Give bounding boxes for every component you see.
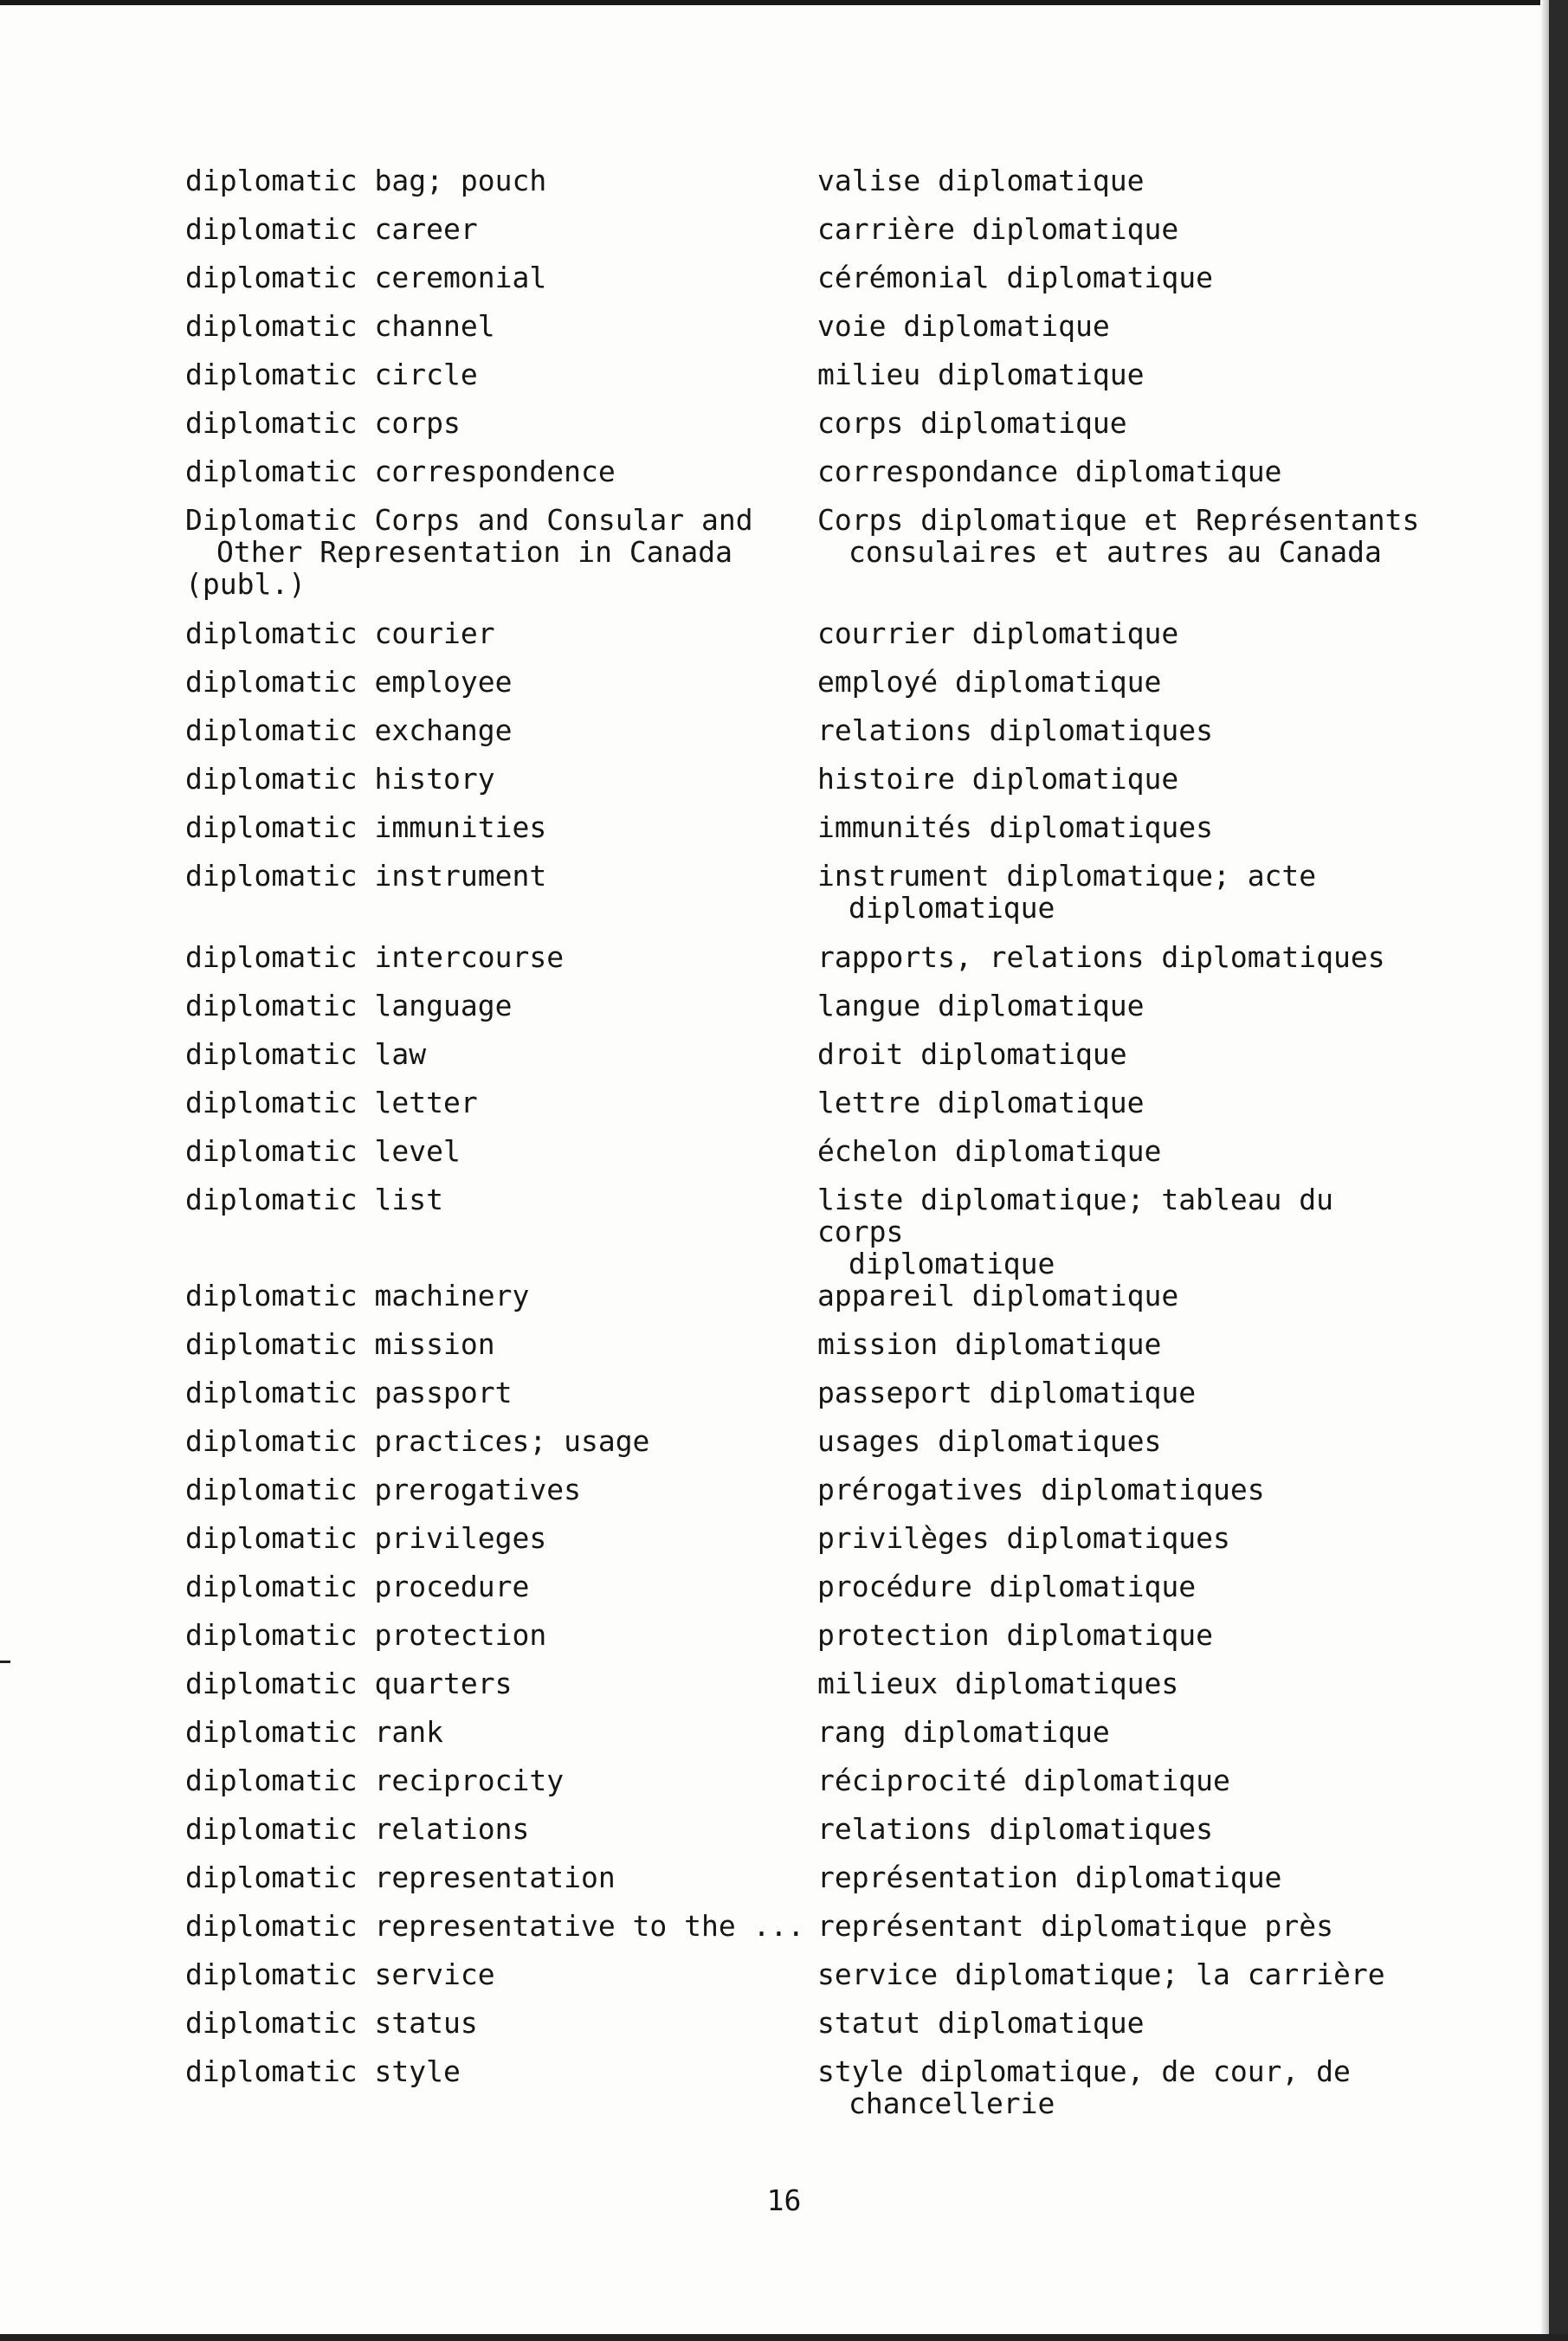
english-term	[185, 763, 817, 795]
french-translation-text: relations diplomatiques	[817, 713, 1213, 747]
english-term-text: diplomatic instrument	[185, 859, 547, 893]
french-translation-text: voie diplomatique	[817, 309, 1110, 343]
right-scan-edge	[1549, 0, 1568, 2341]
page-number: 16	[766, 2183, 802, 2217]
french-translation	[817, 310, 1423, 342]
french-translation	[817, 1764, 1423, 1796]
glossary-entry	[185, 1861, 1423, 1910]
french-translation-continuation: diplomatique	[849, 891, 1055, 925]
english-term-text: diplomatic immunities	[185, 810, 547, 844]
glossary-entry	[185, 990, 1423, 1038]
french-translation-text: réciprocité diplomatique	[817, 1764, 1230, 1797]
french-translation-text: valise diplomatique	[817, 164, 1145, 197]
french-translation	[817, 164, 1423, 197]
glossary-entry	[185, 1183, 1423, 1280]
french-translation	[817, 1038, 1423, 1070]
english-term-text: diplomatic procedure	[185, 1570, 530, 1603]
english-term	[185, 1183, 817, 1216]
english-term	[185, 358, 817, 390]
glossary-entry	[185, 1764, 1423, 1813]
english-term	[185, 2055, 817, 2087]
glossary-entry	[185, 1135, 1423, 1183]
english-term-text: diplomatic letter	[185, 1086, 478, 1119]
english-term-text: diplomatic level	[185, 1134, 461, 1168]
glossary-entry	[185, 763, 1423, 811]
english-term-continuation: Other Representation in Canada	[216, 535, 733, 569]
glossary-entry	[185, 504, 1423, 617]
english-term	[185, 407, 817, 439]
english-term	[185, 164, 817, 197]
english-term-text: diplomatic relations	[185, 1812, 530, 1846]
english-term	[185, 1958, 817, 1990]
english-term	[185, 1425, 817, 1457]
english-term	[185, 1667, 817, 1699]
french-translation-text: protection diplomatique	[817, 1618, 1213, 1652]
english-term-note: (publ.)	[185, 567, 307, 601]
french-translation-text: service diplomatique; la carrière	[817, 1957, 1385, 1991]
french-translation	[817, 714, 1423, 746]
french-translation-text: corps diplomatique	[817, 406, 1127, 440]
glossary-entry	[185, 1474, 1423, 1522]
french-translation-continuation: diplomatique	[849, 1247, 1055, 1280]
french-translation	[817, 1280, 1423, 1312]
glossary-entry	[185, 1522, 1423, 1570]
english-term-text: diplomatic language	[185, 989, 513, 1022]
french-translation-text: carrière diplomatique	[817, 212, 1179, 246]
french-translation-text: représentant diplomatique près	[817, 1909, 1334, 1943]
english-term-text: diplomatic reciprocity	[185, 1764, 565, 1797]
french-translation-text: cérémonial diplomatique	[817, 261, 1213, 294]
glossary-entry	[185, 310, 1423, 358]
english-term	[185, 811, 817, 843]
french-translation	[817, 990, 1423, 1022]
english-term	[185, 1619, 817, 1651]
glossary-entry	[185, 714, 1423, 763]
glossary-entry	[185, 1958, 1423, 2007]
french-translation	[817, 1328, 1423, 1360]
english-term	[185, 213, 817, 245]
french-translation-text: mission diplomatique	[817, 1327, 1162, 1361]
english-term	[185, 310, 817, 342]
french-translation-text: privilèges diplomatiques	[817, 1521, 1230, 1555]
french-translation-text: statut diplomatique	[817, 2006, 1145, 2040]
english-term-text: diplomatic circle	[185, 358, 478, 391]
french-translation	[817, 504, 1423, 568]
french-translation-text: passeport diplomatique	[817, 1376, 1197, 1409]
english-term-text: diplomatic status	[185, 2006, 478, 2040]
glossary-entry	[185, 617, 1423, 666]
french-translation	[817, 2055, 1423, 2119]
glossary-entry	[185, 1377, 1423, 1425]
french-translation-text: échelon diplomatique	[817, 1134, 1162, 1168]
glossary-entry	[185, 941, 1423, 990]
french-translation-text: courrier diplomatique	[817, 616, 1179, 650]
glossary-entry	[185, 164, 1423, 213]
english-term-text: diplomatic law	[185, 1037, 427, 1071]
french-translation-text: rang diplomatique	[817, 1715, 1110, 1749]
glossary-entry	[185, 407, 1423, 455]
french-translation-text: instrument diplomatique; acte	[817, 859, 1317, 893]
english-term-text: diplomatic style	[185, 2054, 461, 2088]
english-term-text: diplomatic ceremonial	[185, 261, 547, 294]
french-translation	[817, 1861, 1423, 1893]
french-translation	[817, 811, 1423, 843]
english-term-text: diplomatic representative to the ...	[185, 1909, 805, 1943]
english-term-text: diplomatic courier	[185, 616, 495, 650]
french-translation	[817, 860, 1423, 924]
french-translation-text: représentation diplomatique	[817, 1861, 1282, 1894]
top-scan-border	[0, 0, 1568, 5]
french-translation	[817, 941, 1423, 973]
english-term	[185, 1328, 817, 1360]
english-term	[185, 261, 817, 293]
french-translation-text: Corps diplomatique et Représentants	[817, 503, 1420, 537]
french-translation-text: lettre diplomatique	[817, 1086, 1145, 1119]
english-term-text: diplomatic privileges	[185, 1521, 547, 1555]
bottom-scan-border	[0, 2334, 1568, 2341]
french-translation	[817, 1813, 1423, 1845]
glossary-entry	[185, 1716, 1423, 1764]
french-translation	[817, 261, 1423, 293]
french-translation	[817, 617, 1423, 649]
french-translation	[817, 1522, 1423, 1554]
glossary-entry	[185, 1570, 1423, 1619]
english-term-text: diplomatic intercourse	[185, 940, 565, 974]
english-term	[185, 1861, 817, 1893]
english-term-text: diplomatic machinery	[185, 1279, 530, 1312]
french-translation	[817, 1377, 1423, 1409]
french-translation-text: style diplomatique, de cour, de	[817, 2054, 1351, 2088]
french-translation	[817, 1425, 1423, 1457]
french-translation	[817, 1910, 1423, 1942]
glossary-entry	[185, 860, 1423, 941]
glossary-entry	[185, 261, 1423, 310]
glossary-list	[185, 164, 1423, 2137]
english-term-text: diplomatic mission	[185, 1327, 495, 1361]
french-translation-text: relations diplomatiques	[817, 1812, 1213, 1846]
english-term-text: diplomatic bag; pouch	[185, 164, 547, 197]
glossary-entry	[185, 455, 1423, 504]
french-translation	[817, 407, 1423, 439]
english-term-text: diplomatic career	[185, 212, 478, 246]
english-term	[185, 455, 817, 487]
english-term-text: diplomatic passport	[185, 1376, 513, 1409]
english-term-text: diplomatic employee	[185, 665, 513, 699]
english-term	[185, 990, 817, 1022]
english-term	[185, 504, 817, 600]
french-translation	[817, 213, 1423, 245]
french-translation-text: correspondance diplomatique	[817, 455, 1282, 488]
french-translation-text: immunités diplomatiques	[817, 810, 1213, 844]
english-term	[185, 1910, 817, 1942]
french-translation-text: droit diplomatique	[817, 1037, 1127, 1071]
glossary-entry	[185, 2055, 1423, 2137]
glossary-entry	[185, 1280, 1423, 1328]
french-translation	[817, 1570, 1423, 1603]
english-term	[185, 2007, 817, 2039]
glossary-entry	[185, 1910, 1423, 1958]
french-translation	[817, 1667, 1423, 1699]
glossary-entry	[185, 1328, 1423, 1377]
french-translation-text: liste diplomatique; tableau du corps	[817, 1183, 1351, 1248]
french-translation-text: employé diplomatique	[817, 665, 1162, 699]
english-term	[185, 1038, 817, 1070]
english-term	[185, 1135, 817, 1167]
french-translation-continuation: chancellerie	[849, 2086, 1055, 2120]
english-term	[185, 1522, 817, 1554]
english-term-text: diplomatic prerogatives	[185, 1473, 581, 1506]
glossary-entry	[185, 811, 1423, 860]
french-translation	[817, 666, 1423, 698]
french-translation	[817, 1135, 1423, 1167]
french-translation-text: appareil diplomatique	[817, 1279, 1179, 1312]
english-term-text: Diplomatic Corps and Consular and	[185, 503, 753, 537]
english-term-text: diplomatic representation	[185, 1861, 616, 1894]
french-translation-text: usages diplomatiques	[817, 1424, 1162, 1458]
glossary-entry	[185, 1813, 1423, 1861]
french-translation	[817, 1958, 1423, 1990]
english-term-text: diplomatic practices; usage	[185, 1424, 650, 1458]
english-term	[185, 941, 817, 973]
english-term	[185, 1570, 817, 1603]
right-page-shadow	[1540, 0, 1549, 2341]
glossary-entry	[185, 358, 1423, 407]
glossary-entry	[185, 1038, 1423, 1087]
english-term	[185, 1474, 817, 1506]
english-term	[185, 1377, 817, 1409]
glossary-entry	[185, 666, 1423, 714]
english-term	[185, 617, 817, 649]
french-translation	[817, 1716, 1423, 1748]
english-term	[185, 860, 817, 892]
french-translation-continuation: consulaires et autres au Canada	[849, 535, 1382, 569]
english-term-text: diplomatic history	[185, 762, 495, 796]
margin-mark	[0, 1661, 10, 1663]
french-translation-text: milieu diplomatique	[817, 358, 1145, 391]
french-translation	[817, 455, 1423, 487]
english-term	[185, 1764, 817, 1796]
english-term	[185, 714, 817, 746]
french-translation	[817, 2007, 1423, 2039]
french-translation-text: rapports, relations diplomatiques	[817, 940, 1385, 974]
french-translation	[817, 1619, 1423, 1651]
french-translation-text: milieux diplomatiques	[817, 1667, 1179, 1700]
english-term-text: diplomatic correspondence	[185, 455, 616, 488]
french-translation	[817, 1474, 1423, 1506]
english-term-text: diplomatic corps	[185, 406, 461, 440]
english-term-text: diplomatic protection	[185, 1618, 547, 1652]
glossary-entry	[185, 1425, 1423, 1474]
english-term-text: diplomatic rank	[185, 1715, 444, 1749]
english-term-text: diplomatic quarters	[185, 1667, 513, 1700]
glossary-entry	[185, 1667, 1423, 1716]
english-term	[185, 666, 817, 698]
french-translation	[817, 763, 1423, 795]
glossary-entry	[185, 1619, 1423, 1667]
french-translation-text: prérogatives diplomatiques	[817, 1473, 1265, 1506]
french-translation-text: histoire diplomatique	[817, 762, 1179, 796]
french-translation-text: procédure diplomatique	[817, 1570, 1197, 1603]
french-translation	[817, 1183, 1423, 1280]
french-translation	[817, 1087, 1423, 1119]
english-term	[185, 1280, 817, 1312]
english-term-text: diplomatic list	[185, 1183, 444, 1216]
french-translation-text: langue diplomatique	[817, 989, 1145, 1022]
glossary-entry	[185, 2007, 1423, 2055]
english-term	[185, 1716, 817, 1748]
english-term-text: diplomatic service	[185, 1957, 495, 1991]
english-term-text: diplomatic exchange	[185, 713, 513, 747]
glossary-entry	[185, 1087, 1423, 1135]
glossary-entry	[185, 213, 1423, 261]
french-translation	[817, 358, 1423, 390]
english-term	[185, 1813, 817, 1845]
english-term	[185, 1087, 817, 1119]
english-term-text: diplomatic channel	[185, 309, 495, 343]
